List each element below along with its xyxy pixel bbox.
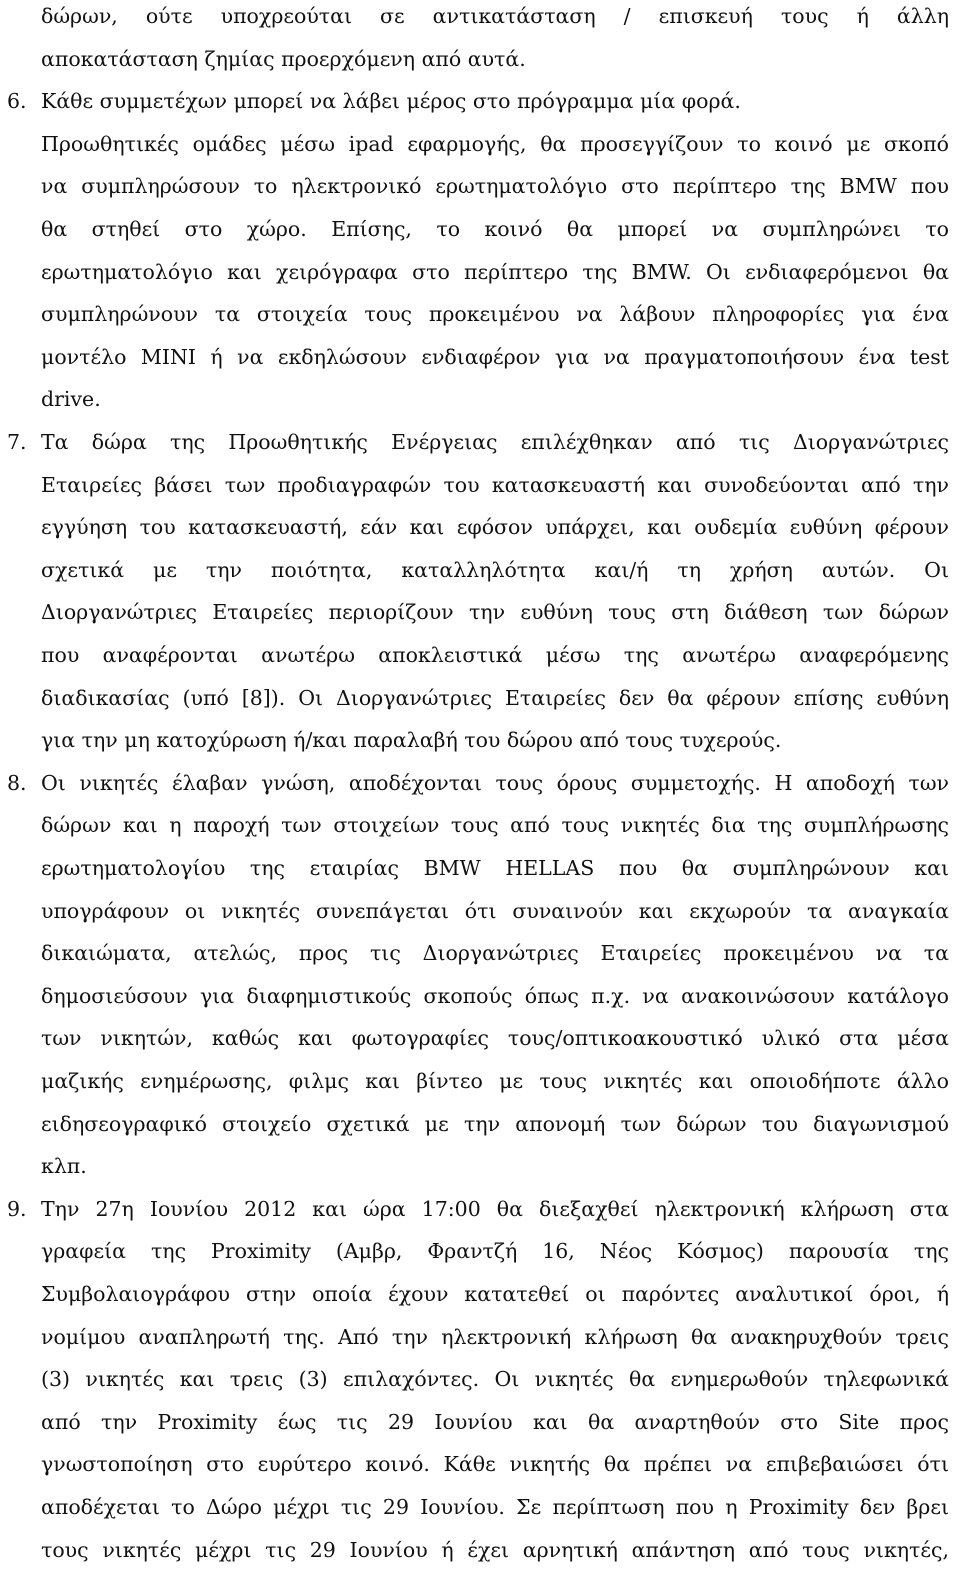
text-line: μοντέλο MINI ή να εκδηλώσουν ενδιαφέρον για να πραγματοποιήσουν ένα test bbox=[41, 344, 949, 369]
text-line: drive. bbox=[41, 387, 101, 412]
text-line: διαδικασίας (υπό [8]). Οι Διοργανώτριες Εταιρείες δεν θα φέρουν επίσης ευθύνη bbox=[41, 685, 949, 710]
text-line: για την μη κατοχύρωση ή/και παραλαβή του δώρου από τους τυχερούς. bbox=[41, 728, 782, 753]
text-line: των νικητών, καθώς και φωτογραφίες τους/οπτικοακουστικό υλικό στα μέσα bbox=[41, 1026, 949, 1051]
text-line: αποδέχεται το Δώρο μέχρι τις 29 Ιουνίου. Σε περίπτωση που η Proximity δεν βρει bbox=[41, 1495, 949, 1519]
text-line: νομίμου αναπληρωτή της. Από την ηλεκτρονική κλήρωση θα ανακηρυχθούν τρεις bbox=[41, 1324, 949, 1349]
text-line: να συμπληρώσουν το ηλεκτρονικό ερωτηματολόγιο στο περίπτερο της BMW που bbox=[41, 174, 949, 199]
text-line: ερωτηματολόγιο και χειρόγραφα στο περίπτερο της BMW. Οι ενδιαφερόμενοι θα bbox=[41, 259, 949, 284]
text-line: γνωστοποίηση στο ευρύτερο κοινό. Κάθε νικητής θα πρέπει να επιβεβαιώσει ότι bbox=[41, 1452, 949, 1477]
text-line: Τα δώρα της Προωθητικής Ενέργειας επιλέχθηκαν από τις Διοργανώτριες bbox=[41, 430, 949, 454]
text-line: Οι νικητές έλαβαν γνώση, αποδέχονται τους όρους συμμετοχής. Η αποδοχή των bbox=[41, 770, 949, 795]
item-6-number: 6. bbox=[7, 89, 27, 114]
text-line: δώρων και η παροχή των στοιχείων τους από τους νικητές δια της συμπλήρωσης bbox=[41, 813, 949, 838]
text-line: συμπληρώνουν τα στοιχεία τους προκειμένου να λάβουν πληροφορίες για ένα bbox=[41, 302, 949, 327]
text-line: γραφεία της Proximity (Αμβρ, Φραντζή 16, Νέος Κόσμος) παρουσία της bbox=[41, 1239, 949, 1264]
text-line: δικαιώματα, ατελώς, προς τις Διοργανώτριες Εταιρείες προκειμένου να τα bbox=[41, 941, 949, 966]
text-line: αποκατάσταση ζημίας προερχόμενη από αυτά. bbox=[41, 46, 526, 71]
item-8-number: 8. bbox=[7, 770, 27, 795]
text-line: μαζικής ενημέρωσης, φιλμς και βίντεο με τους νικητές και οποιοδήποτε άλλο bbox=[41, 1069, 949, 1093]
text-line: εγγύηση του κατασκευαστή, εάν και εφόσον υπάρχει, και ουδεμία ευθύνη φέρουν bbox=[41, 515, 949, 540]
item-7-number: 7. bbox=[7, 430, 27, 454]
text-line: δώρων, ούτε υποχρεούται σε αντικατάσταση / επισκευή τους ή άλλη bbox=[41, 4, 949, 28]
text-line: ερωτηματολογίου της εταιρίας BMW HELLAS που θα συμπληρώνουν και bbox=[41, 856, 949, 880]
text-line: δημοσιεύσουν για διαφημιστικούς σκοπούς όπως π.χ. να ανακοινώσουν κατάλογο bbox=[41, 983, 949, 1008]
text-line: Συμβολαιογράφου στην οποία έχουν κατατεθεί οι παρόντες αναλυτικοί όροι, ή bbox=[41, 1282, 949, 1306]
text-line: Κάθε συμμετέχων μπορεί να λάβει μέρος στο πρόγραμμα μία φορά. bbox=[41, 89, 741, 114]
text-line: σχετικά με την ποιότητα, καταλληλότητα και/ή τη χρήση αυτών. Οι bbox=[41, 557, 949, 582]
text-line: τους νικητές μέχρι τις 29 Ιουνίου ή έχει αρνητική απάντηση από τους νικητές, bbox=[41, 1537, 949, 1562]
text-line: θα στηθεί στο χώρο. Επίσης, το κοινό θα μπορεί να συμπληρώνει το bbox=[41, 217, 949, 241]
text-line: που αναφέρονται ανωτέρω αποκλειστικά μέσω της ανωτέρω αναφερόμενης bbox=[41, 643, 949, 667]
item-9-number: 9. bbox=[7, 1196, 27, 1221]
text-line: από την Proximity έως τις 29 Ιουνίου και θα αναρτηθούν στο Site προς bbox=[41, 1409, 949, 1434]
text-line: ειδησεογραφικό στοιχείο σχετικά με την απονομή των δώρων του διαγωνισμού bbox=[41, 1111, 949, 1136]
text-line: κλπ. bbox=[41, 1154, 87, 1179]
text-line: υπογράφουν οι νικητές συνεπάγεται ότι συναινούν και εκχωρούν τα αναγκαία bbox=[41, 898, 949, 923]
text-line: Διοργανώτριες Εταιρείες περιορίζουν την ευθύνη τους στη διάθεση των δώρων bbox=[41, 600, 949, 625]
text-line: Προωθητικές ομάδες μέσω ipad εφαρμογής, θα προσεγγίζουν το κοινό με σκοπό bbox=[41, 131, 949, 156]
text-line: (3) νικητές και τρεις (3) επιλαχόντες. Οι νικητές θα ενημερωθούν τηλεφωνικά bbox=[41, 1367, 949, 1392]
text-line: Εταιρείες βάσει των προδιαγραφών του κατασκευαστή και συνοδεύονται από την bbox=[41, 472, 949, 497]
text-line: Την 27η Ιουνίου 2012 και ώρα 17:00 θα διεξαχθεί ηλεκτρονική κλήρωση στα bbox=[41, 1196, 949, 1221]
